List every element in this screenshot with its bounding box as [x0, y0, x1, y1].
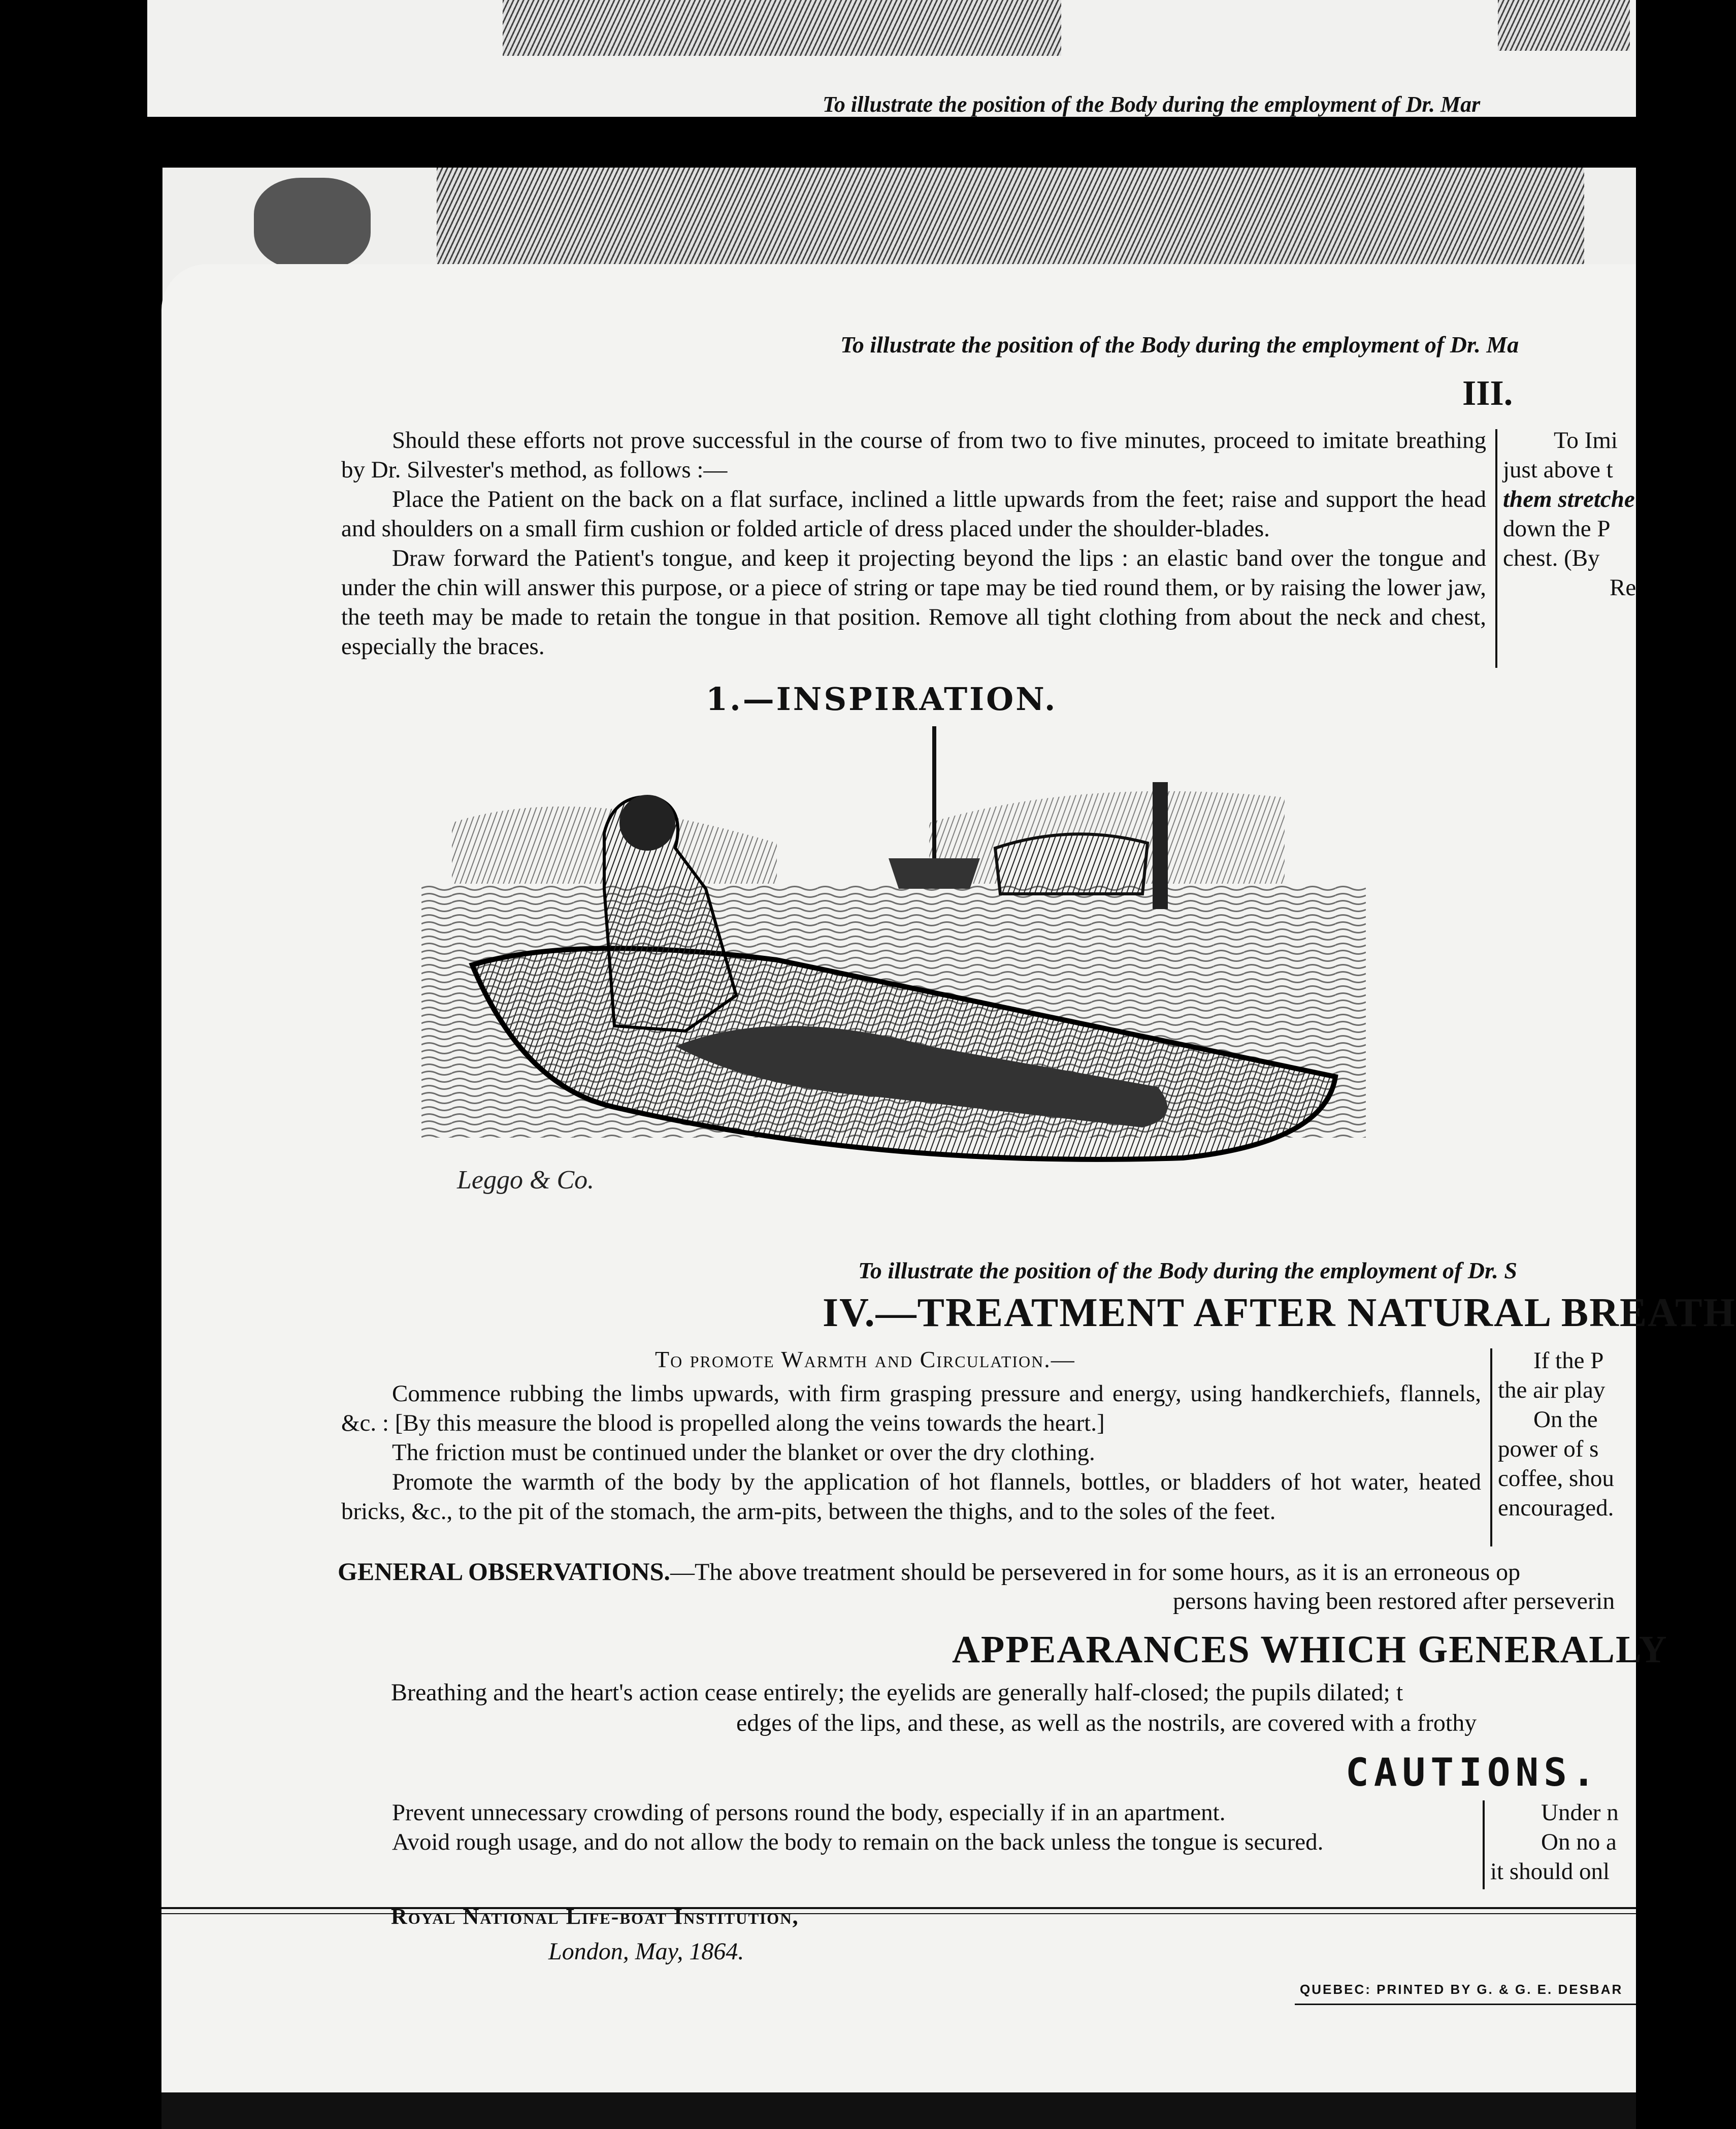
footer-rule	[161, 1907, 1636, 1909]
printer-imprint: QUEBEC: PRINTED BY G. & G. E. DESBAR	[1300, 1982, 1623, 1997]
right-col-line: just above t	[1503, 457, 1613, 483]
silvester-instructions	[341, 426, 1486, 661]
bottom-scan-edge	[161, 2092, 1636, 2129]
boat-resuscitation-engraving	[421, 721, 1366, 1229]
general-observations-label: GENERAL OBSERVATIONS.	[338, 1557, 670, 1586]
engraving-fragment-top	[503, 0, 1061, 56]
general-observations-line2: persons having been restored after perseverin	[1173, 1588, 1615, 1615]
general-observations-text: —The above treatment should be persevered in for some hours, as it is an erroneous op	[670, 1559, 1521, 1586]
cautions-heading: CAUTIONS.	[1346, 1750, 1600, 1795]
right-col-line: Re	[1610, 574, 1636, 601]
right-col-line: power of s	[1498, 1436, 1599, 1462]
engraver-signature: Leggo & Co.	[457, 1166, 595, 1195]
right-col-line: Under n	[1541, 1799, 1619, 1826]
institution-name: Royal National Life-boat Institution,	[391, 1904, 799, 1929]
rescuer-head	[619, 795, 675, 851]
right-col-line: it should onl	[1490, 1858, 1610, 1885]
section4-heading: IV.—TREATMENT AFTER NATURAL BREATH	[823, 1291, 1736, 1335]
footer-rule-thin	[161, 1913, 1636, 1914]
engraving-fragment-top-right	[1498, 0, 1630, 51]
right-col-line: If the P	[1533, 1347, 1604, 1374]
right-col-line: On the	[1533, 1406, 1598, 1433]
right-col-line: encouraged.	[1498, 1495, 1614, 1521]
right-col-line: coffee, shou	[1498, 1465, 1614, 1492]
appearances-line-2: edges of the lips, and these, as well as the nostrils, are covered with a frothy	[736, 1709, 1477, 1736]
stain-mark	[254, 178, 371, 269]
warmth-para-1: Commence rubbing the limbs upwards, with firm grasping pressure and energy, using handkerchiefs, flannels, &c. : [By this measure the blood is propelled along the veins towards the heart.]	[341, 1380, 1481, 1436]
right-col-line: To Imi	[1554, 427, 1618, 454]
silvester-para-2: Place the Patient on the back on a flat surface, inclined a little upwards from the feet; raise and support the head and shoulders on a small firm cushion or folded article of dress placed under the shoulder-blades.	[341, 486, 1486, 542]
silvester-para-1: Should these efforts not prove successful in the course of from two to five minutes, proceed to imitate breathing by Dr. Silvester's method, as follows :—	[341, 427, 1486, 483]
sailboat-hull	[889, 858, 980, 889]
engraving1-caption: To illustrate the position of the Body during the employment of Dr. Ma	[840, 332, 1519, 358]
silvester-para-3: Draw forward the Patient's tongue, and keep it projecting beyond the lips : an elastic band over the tongue and under the chin will answer this purpose, or a piece of string or tape may be tied round them, or by raising the lower jaw, the teeth may be made to retain the tongue in that position. Remove all tight clothing from about the neck and chest, especially the braces.	[341, 545, 1486, 660]
cautions-para-1: Prevent unnecessary crowding of persons round the body, especially if in an apartment.	[392, 1799, 1226, 1826]
column-divider-2	[1490, 1348, 1492, 1546]
cautions-para-2: Avoid rough usage, and do not allow the body to remain on the back unless the tongue is secured.	[392, 1829, 1324, 1855]
warmth-para-3: Promote the warmth of the body by the application of hot flannels, bottles, or bladders of hot water, heated bricks, &c., to the pit of the stomach, the arm-pits, between the thighs, and to the soles of the feet.	[341, 1469, 1481, 1525]
inspiration-title: 1.—INSPIRATION.	[706, 681, 1058, 718]
appearances-heading: APPEARANCES WHICH GENERALLY	[952, 1628, 1668, 1671]
appearances-line-1: Breathing and the heart's action cease entirely; the eyelids are generally half-closed; the pupils dilated; t	[391, 1679, 1403, 1706]
beached-hull	[995, 834, 1148, 894]
right-col-line: On no a	[1541, 1829, 1617, 1855]
section3-numeral: III.	[1462, 374, 1513, 413]
right-column-fragment-2	[1498, 1346, 1636, 1523]
engraving2-caption: To illustrate the position of the Body during the employment of Dr. S	[858, 1257, 1517, 1283]
scan-black-band	[0, 119, 1636, 168]
general-observations	[338, 1557, 1520, 1586]
right-column-fragment-1	[1503, 426, 1636, 602]
right-col-line: them stretche	[1503, 486, 1635, 512]
column-divider-1	[1495, 429, 1497, 668]
warmth-subheading: To promote Warmth and Circulation.—	[655, 1346, 1075, 1372]
place-date: London, May, 1864.	[548, 1938, 744, 1965]
column-divider-3	[1483, 1800, 1485, 1889]
pier-post	[1153, 782, 1168, 909]
right-col-line: the air play	[1498, 1377, 1606, 1403]
right-column-fragment-3	[1490, 1798, 1636, 1886]
cautions-text	[341, 1798, 1479, 1857]
warmth-para-2: The friction must be continued under the blanket or over the dry clothing.	[392, 1439, 1095, 1466]
top-engraving-strip	[147, 0, 1636, 117]
right-col-line: down the P	[1503, 515, 1611, 542]
warmth-instructions	[341, 1379, 1481, 1526]
right-col-line: chest. (By	[1503, 545, 1600, 571]
top-caption: To illustrate the position of the Body during the employment of Dr. Mar	[823, 92, 1481, 117]
printer-rule	[1295, 2004, 1636, 2005]
